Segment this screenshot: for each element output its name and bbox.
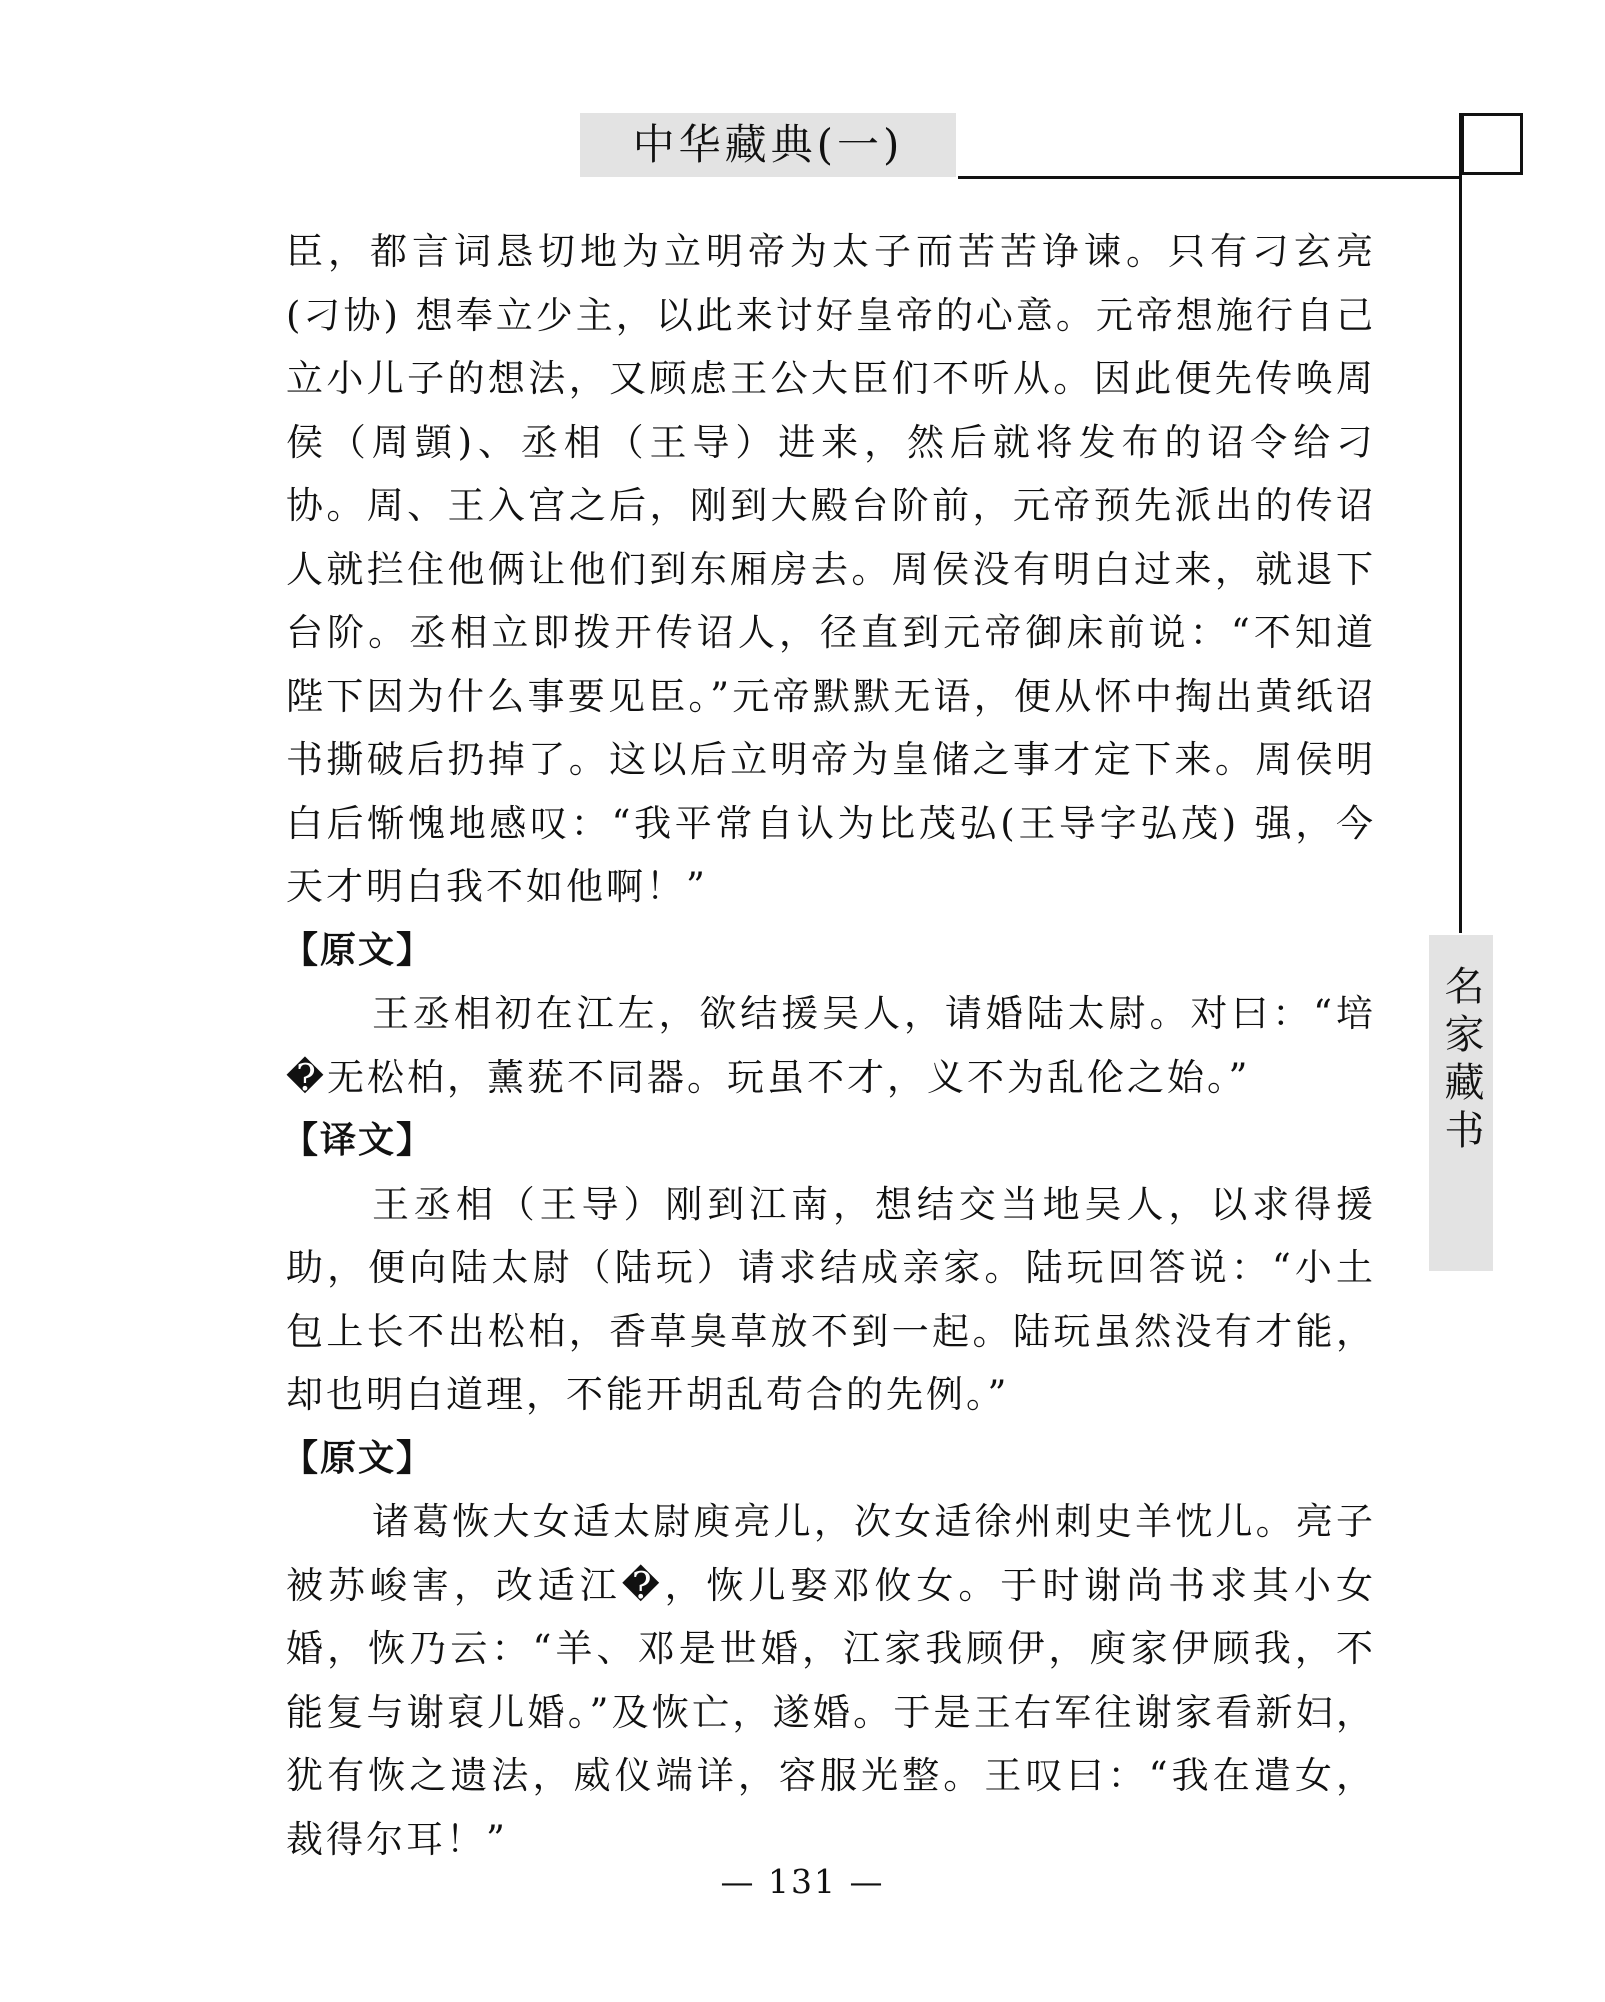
side-tab-label: 名家藏书 [1438,965,1484,1157]
section-heading: 【原文】 [282,1437,435,1479]
paragraph: 王丞相（王导）刚到江南，想结交当地吴人，以求得援助，便向陆太尉（陆玩）请求结成亲家。陆玩回答说：“小土包上长不出松柏，香草臭草放不到一起。陆玩虽然没有才能，却也明白道理，不能开胡乱苟合的先例。” [286,1182,1376,1416]
paragraph: 诸葛恢大女适太尉庾亮儿，次女适徐州刺史羊忱儿。亮子被苏峻害，改适江�，恢儿娶邓攸女。于时谢尚书求其小女婚，恢乃云：“羊、邓是世婚，江家我顾伊，庾家伊顾我，不能复与谢裒儿婚。”及恢亡，遂婚。于是王右军往谢家看新妇，犹有恢之遗法，威仪端详，容服光整。王叹曰：“我在遣女，裁得尔耳！” [286,1500,1376,1861]
book-title: 中华藏典(一) [632,120,904,169]
header-rule [958,176,1461,179]
page-number: — 131 — [720,1862,885,1901]
page-body [282,220,1376,1871]
side-rule [1459,113,1462,933]
section-heading: 【原文】 [282,929,435,971]
paragraph: 王丞相初在江左，欲结援吴人，请婚陆太尉。对曰：“培�无松柏，薰莸不同器。玩虽不才，义不为乱伦之始。” [286,992,1376,1099]
corner-box [1461,113,1523,175]
paragraph: 臣，都言词恳切地为立明帝为太子而苦苦诤谏。只有刁玄亮(刁协) 想奉立少主，以此来讨好皇帝的心意。元帝想施行自己立小儿子的想法，又顾虑王公大臣们不听从。因此便先传唤周侯（周顗)、丞相（王导）进来，然后就将发布的诏令给刁协。周、王入宫之后，刚到大殿台阶前，元帝预先派出的传诏人就拦住他俩让他们到东厢房去。周侯没有明白过来，就退下台阶。丞相立即拨开传诏人，径直到元帝御床前说：“不知道陛下因为什么事要见臣。”元帝默默无语，便从怀中掏出黄纸诏书撕破后扔掉了。这以后立明帝为皇储之事才定下来。周侯明白后惭愧地感叹：“我平常自认为比茂弘(王导字弘茂) 强，今天才明白我不如他啊！” [286,230,1376,908]
section-heading: 【译文】 [282,1120,435,1161]
